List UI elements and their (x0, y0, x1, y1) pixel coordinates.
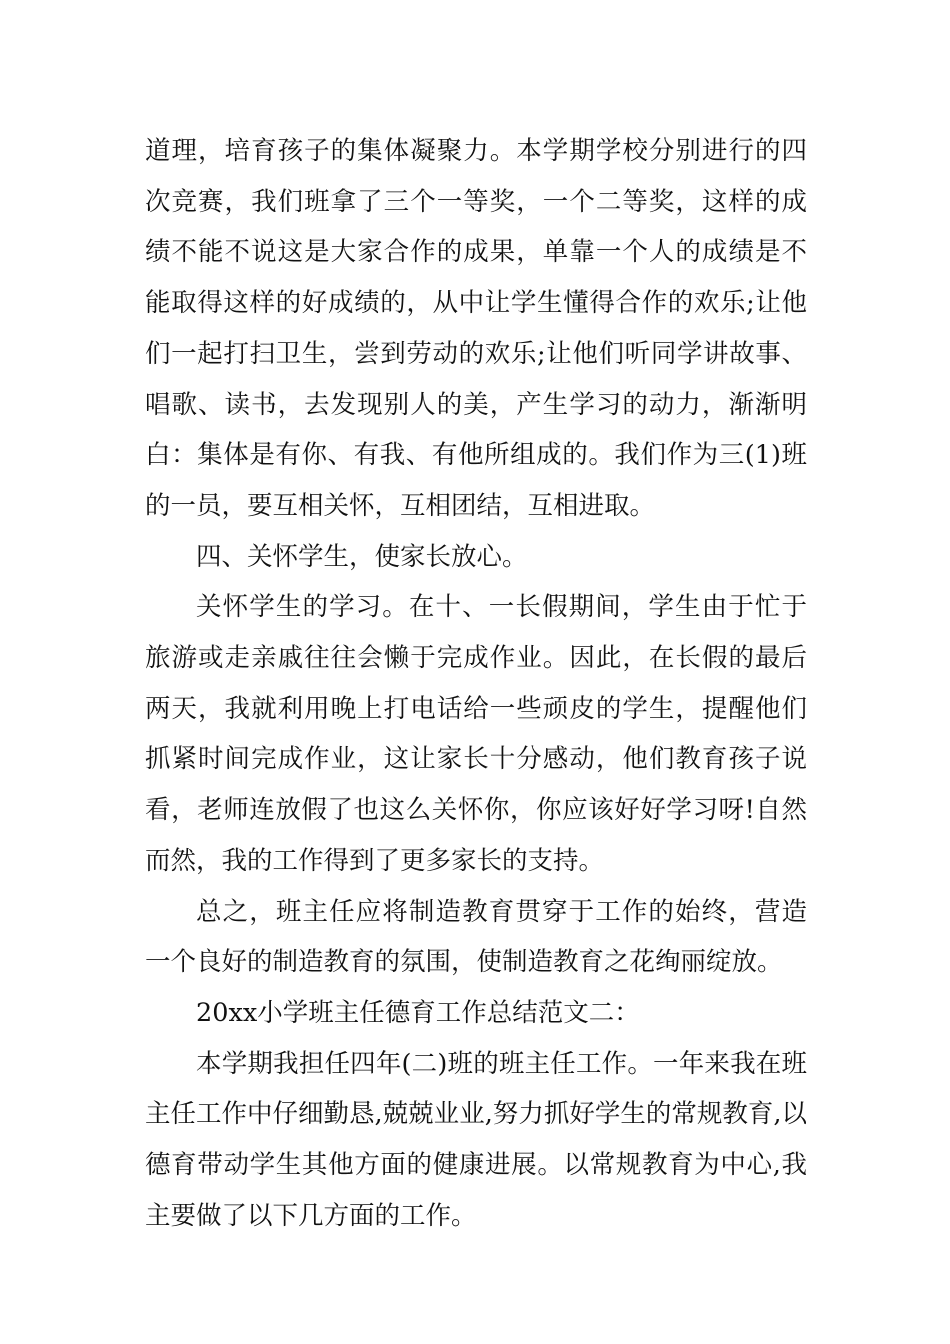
paragraph-article-two-intro: 本学期我担任四年(二)班的班主任工作。一年来我在班主任工作中仔细勤恳,兢兢业业,努力抓好学生的常规教育,以德育带动学生其他方面的健康进展。以常规教育为中心,我主要做了以下几方面的工作。 (145, 1048, 807, 1231)
section-heading-four: 四、关怀学生，使家长放心。 (196, 541, 528, 572)
paragraph-conclusion: 总之，班主任应将制造教育贯穿于工作的始终，营造一个良好的制造教育的氛围，使制造教育之花绚丽绽放。 (145, 896, 807, 978)
document-body (145, 126, 807, 1241)
paragraph-continuation: 道理，培育孩子的集体凝聚力。本学期学校分别进行的四次竞赛，我们班拿了三个一等奖，一个二等奖，这样的成绩不能不说这是大家合作的成果，单靠一个人的成绩是不能取得这样的好成绩的，从中让学生懂得合作的欢乐;让他们一起打扫卫生，尝到劳动的欢乐;让他们听同学讲故事、唱歌、读书，去发现别人的美，产生学习的动力，渐渐明白：集体是有你、有我、有他所组成的。我们作为三(1)班的一员，要互相关怀，互相团结，互相进取。 (145, 136, 807, 521)
article-two-title: 20xx小学班主任德育工作总结范文二： (196, 997, 640, 1028)
paragraph-caring-study: 关怀学生的学习。在十、一长假期间，学生由于忙于旅游或走亲戚往往会懒于完成作业。因此，在长假的最后两天，我就利用晚上打电话给一些顽皮的学生，提醒他们抓紧时间完成作业，这让家长十分感动，他们教育孩子说看，老师连放假了也这么关怀你，你应该好好学习呀!自然而然，我的工作得到了更多家长的支持。 (145, 592, 807, 876)
